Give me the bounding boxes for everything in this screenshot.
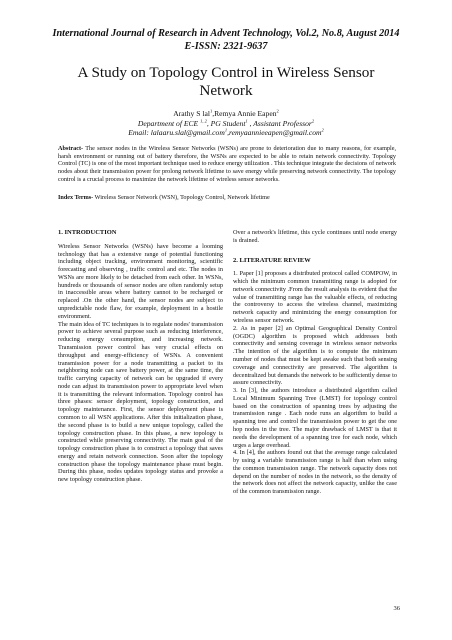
journal-name: International Journal of Research in Advent Technology, Vol.2, No.8, August 2014 bbox=[52, 28, 400, 39]
affiliation-role-1: , PG Student bbox=[206, 118, 246, 128]
affil-sup-1: 1 bbox=[245, 118, 248, 124]
intro-paragraph-2: The main idea of TC techniques is to regulate nodes' transmission power to achieve several purpose such as reducing interference, reducing energy consumption, and increasing network. Transmission power control has very crucial effects on throughput and energy-efficiency of WSNs. A convenient transmission power for a node transmitting a packet to its neighboring node can save battery power, at the same time, the traffic carrying capacity of network can be upgraded if every node can adjust its transmission power to appropriate level when it is transmitting the relevant information. Topology control has three phases: sensor deployment, topology construction, and topology maintenance. First, the sensor deployment phase is common to all WSN applications. After this initialization phase, the second phase is to build a new unique topology, called the topology construction phase. In this phase, a new topology is constructed while preserving connectivity. The main goal of the topology construction phase is to construct a topology that saves energy and retain network connection. Soon after the topology construction phase the topology maintenance phase must begin. During this phase, nodes updates topology status and provoke a new topology construction phase. bbox=[58, 320, 223, 484]
email-sup-1: 1 bbox=[224, 127, 228, 133]
abstract-text: The sensor nodes in the Wireless Sensor Networks (WSNs) are prone to deterioration due to many reasons, for example, harsh environment or running out of battery therefore, the WSNs are expected to be able to retain network connectivity. Topology Control (TC) is one of the most important technique used to reduce energy utilization . This technique integrate the decisions of network nodes about their transmission power for prolong network lifetime to save energy while preserving network connectivity. The topology control is a crucial process to maximize the network lifetime of wireless sensor networks. bbox=[58, 145, 396, 183]
journal-issn: E-ISSN: 2321-9637 bbox=[184, 41, 268, 52]
author-2-sup: 2 bbox=[276, 108, 279, 114]
affiliation-role-2: , Assistant Professor bbox=[247, 118, 312, 128]
section-heading-literature-review: 2. LITERATURE REVIEW bbox=[233, 256, 311, 264]
page-number: 36 bbox=[393, 605, 400, 612]
affil-sup-2: 2 bbox=[311, 118, 315, 124]
author-names bbox=[0, 109, 452, 119]
author-1: Arathy S lal bbox=[173, 109, 210, 118]
index-terms-label: Index Terms- bbox=[58, 194, 94, 201]
review-item-1: 1. Paper [1] proposes a distributed protocol called COMPOW, in which the minimum common transmitting range is adopted for network connectivity .From the result analysis its evident that the value of transmitting range has the valuable effects, of reducing the controversy to access the wireless channel, maximizing network capacity and minimizing the energy consumption for wireless sensor network. bbox=[233, 270, 397, 325]
paper-title bbox=[40, 64, 412, 100]
review-item-4: 4. In [4], the authors found out that the average range calculated by using a variable transmission range is half than when using the common transmission range. The network capacity does not depend on the number of nodes in the network, so the density of the network does not affect the network capacity, unlike the case of the common transmission range. bbox=[233, 449, 397, 496]
journal-header bbox=[0, 27, 452, 53]
author-1-sup: 1 bbox=[209, 108, 213, 114]
right-column bbox=[233, 229, 397, 496]
title-line-2: Network bbox=[199, 82, 253, 99]
author-emails bbox=[0, 128, 452, 138]
abstract bbox=[58, 145, 396, 184]
index-terms-text: Wireless Sensor Network (WSN), Topology Control, Network lifetime bbox=[93, 194, 270, 201]
affil-sup-12: 1, 2 bbox=[200, 118, 207, 124]
spacer bbox=[233, 245, 397, 257]
author-2: ,Remya Annie Eapen bbox=[212, 109, 277, 118]
author-block bbox=[0, 109, 452, 138]
abstract-label: Abstract- bbox=[58, 145, 84, 152]
email-2: ,remyaannieeapen@gmail.com bbox=[227, 128, 322, 138]
section-heading-introduction: 1. INTRODUCTION bbox=[58, 229, 117, 236]
index-terms bbox=[58, 194, 396, 202]
title-line-1: A Study on Topology Control in Wireless Sensor bbox=[77, 64, 375, 81]
review-item-3: 3. In [3], the authors introduce a distributed algorithm called Local Minimum Spanning Tree (LMST) for topology control based on the construction of spanning trees by adjusting the transmission range . Each node runs an algorithm to build a spanning tree and control the transmission power to get the one hop nodes in the tree. The major drawback of LMST is that it needs the development of a spanning tree for each node, which urges a large overhead. bbox=[233, 387, 397, 449]
left-column bbox=[58, 229, 223, 484]
review-item-2: 2. As in paper [2] an Optimal Geographical Density Control (OGDC) algorithm is proposed which addresses both connectivity and sensing coverage in wireless sensor networks .The intention of the algorithm is to compute the minimum number of nodes that must be kept awake such that both sensing coverage and connectivity are preserved. The algorithm is decentralized but demands the network to be sufficiently dense to assure connectivity. bbox=[233, 324, 397, 387]
intro-paragraph-1: Wireless Sensor Networks (WSNs) have become a looming technology that has a extensive range of potential functioning including object tracking, environment monitoring, scientific forecasting and observing , traffic control and etc. The nodes in WSNs are more likely to be detached from each other. In WSNs, hundreds or thousands of sensor nodes are often randomly setup in inaccessible areas where battery cannot to be recharged or replaced .On the other hand, the sensor nodes are subject to unpredictable node flaw, for example, deployment in a hostile environment. bbox=[58, 242, 223, 320]
email-sup-2: 2 bbox=[321, 127, 324, 133]
email-1: Email: lalaaru.slal@gmail.com bbox=[128, 128, 225, 138]
affiliation-dept: Department of ECE bbox=[137, 118, 199, 128]
intro-paragraph-continued: Over a network's lifetime, this cycle continues until node energy is drained. bbox=[233, 229, 397, 244]
